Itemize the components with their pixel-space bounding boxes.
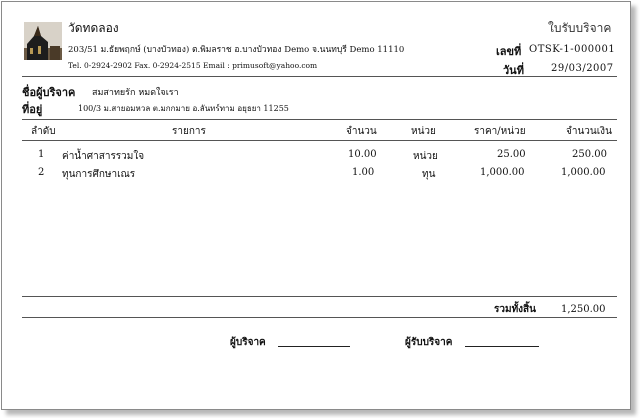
donor-address: 100/3 ม.สายอมหวล ต.มกกมาย อ.ลันทร์ทาม อยุธยา 11255 [78, 104, 289, 113]
receiver-signature-label: ผู้รับบริจาค [405, 337, 453, 348]
doc-number-label: เลขที่ [496, 45, 522, 58]
total-border [22, 317, 617, 318]
temple-logo-icon [24, 22, 62, 60]
header-seq: ลำดับ [31, 126, 56, 137]
donor-name-label: ชื่อผู้บริจาค [22, 86, 76, 99]
total-amount: 1,250.00 [561, 304, 606, 315]
doc-number: OTSK-1-000001 [529, 44, 616, 55]
table-bottom-border [22, 296, 617, 297]
table-row-2-amount: 1,000.00 [561, 167, 606, 178]
table-row-2-unit: ทุน [422, 169, 436, 180]
org-name: วัดทดลอง [68, 21, 119, 35]
doc-date: 29/03/2007 [551, 63, 614, 74]
header-item: รายการ [172, 126, 206, 137]
donor-address-label: ที่อยู่ [22, 103, 43, 116]
receiver-signature-line [465, 346, 539, 347]
donor-signature-label: ผู้บริจาค [230, 337, 266, 348]
document-title: ใบรับบริจาค [548, 21, 612, 35]
table-top-border [22, 119, 617, 120]
header-unit: หน่วย [411, 126, 436, 137]
total-label: รวมทั้งสิ้น [494, 304, 536, 315]
header-amount: จำนวนเงิน [566, 126, 612, 137]
org-address: 203/51 ม.ธัยพฤกษ์ (บางบัวทอง) ต.พิมลราช อ.บางบัวทอง Demo จ.นนทบุรี Demo 11110 [68, 45, 405, 55]
table-row-2-qty: 1.00 [352, 167, 375, 178]
table-header-border [22, 140, 617, 141]
header-divider [22, 76, 617, 77]
table-row-1-unit: หน่วย [413, 151, 438, 162]
table-row-1-amount: 250.00 [572, 149, 607, 160]
table-row-1-qty: 10.00 [348, 149, 377, 160]
donor-signature-line [278, 346, 350, 347]
table-row-1-price: 25.00 [497, 149, 526, 160]
header-qty: จำนวน [346, 126, 377, 137]
donor-name: สมสาทยรัก หมดใจเรา [92, 88, 179, 98]
table-row-2-price: 1,000.00 [480, 167, 525, 178]
table-row-2-item: ทุนการศึกษาเณร [62, 169, 136, 180]
table-row-1-item: ค่าน้ำศาสารรวมใจ [62, 151, 145, 162]
doc-date-label: วันที่ [503, 64, 524, 77]
table-row-1-seq: 1 [38, 149, 45, 160]
table-row-2-seq: 2 [38, 167, 45, 178]
header-price: ราคา/หน่วย [474, 126, 526, 137]
org-contact: Tel. 0-2924-2902 Fax. 0-2924-2515 Email : primusoft@yahoo.com [68, 61, 318, 70]
